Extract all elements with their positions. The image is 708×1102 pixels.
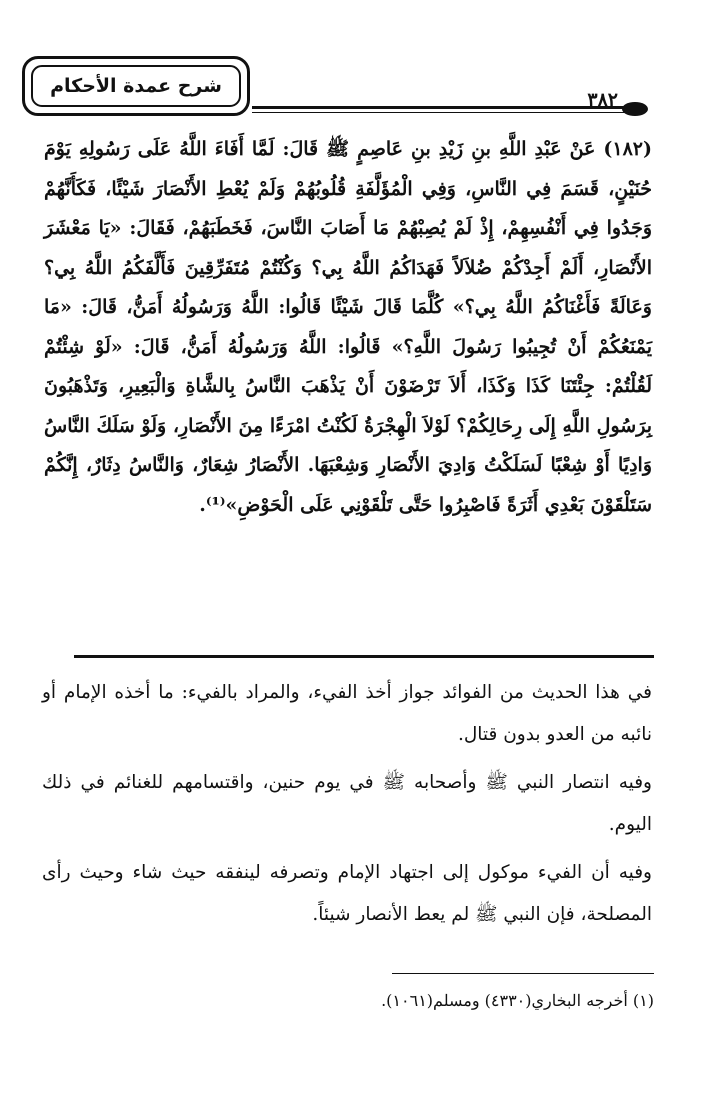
header-rule-thin	[252, 112, 627, 113]
book-title: شرح عمدة الأحكام	[50, 75, 222, 97]
running-header-inner-frame	[31, 65, 241, 107]
header-ornament-dot	[622, 102, 648, 116]
commentary-paragraph: في هذا الحديث من الفوائد جواز أخذ الفيء، والمراد بالفيء: ما أخذه الإمام أو نائبه من العدو بدون قتال.	[42, 682, 652, 745]
footnote: (١) أخرجه البخاري(٤٣٣٠) ومسلم(١٠٦١).	[381, 991, 654, 1010]
page-number: ٣٨٢	[587, 89, 618, 111]
running-header-box	[22, 56, 250, 116]
commentary-paragraph: وفيه أن الفيء موكول إلى اجتهاد الإمام وتصرفه لينفقه حيث شاء وحيث رأى المصلحة، فإن النبي ﷺ لم يعط الأنصار شيئاً.	[42, 862, 652, 925]
commentary-paragraph: وفيه انتصار النبي ﷺ وأصحابه ﷺ في يوم حنين، واقتسامهم للغنائم في ذلك اليوم.	[42, 772, 652, 835]
commentary	[42, 672, 652, 942]
section-separator	[74, 655, 654, 658]
hadith-text: (١٨٢) عَنْ عَبْدِ اللَّهِ بنِ زَيْدِ بنِ عَاصِمٍ ﷺ قَالَ: لَمَّا أَفَاءَ اللَّهُ عَلَى رَسُولِهِ يَوْمَ حُنَيْنٍ، قَسَمَ فِي النَّاسِ، وَفِي الْمُؤَلَّفَةِ قُلُوبُهُمْ وَلَمْ يُعْطِ الأَنْصَارَ شَيْئًا، فَكَأَنَّهُمْ وَجَدُوا فِي أَنْفُسِهِمْ، إِذْ لَمْ يُصِبْهُمْ مَا أَصَابَ النَّاسَ، فَخَطَبَهُمْ، فَقَالَ: «يَا مَعْشَرَ الأَنْصَارِ، أَلَمْ أَجِدْكُمْ ضُلاَلاً فَهَدَاكُمُ اللَّهُ بِي؟ وَكُنْتُمْ مُتَفَرِّقِينَ فَأَلَّفَكُمُ اللَّهُ بِي؟ وَعَالَةً فَأَغْنَاكُمُ اللَّهُ بِي؟» كُلَّمَا قَالَ شَيْئًا قَالُوا: اللَّهُ وَرَسُولُهُ أَمَنُّ، قَالَ: «مَا يَمْنَعُكُمْ أَنْ تُجِيبُوا رَسُولَ اللَّهِ؟» قَالُوا: اللَّهُ وَرَسُولُهُ أَمَنُّ، قَالَ: «لَوْ شِئْتُمْ لَقُلْتُمْ: جِئْتَنَا كَذَا وَكَذَا، أَلاَ تَرْضَوْنَ أَنْ يَذْهَبَ النَّاسُ بِالشَّاةِ وَالْبَعِيرِ، وَتَذْهَبُونَ بِرَسُولِ اللَّهِ إِلَى رِحَالِكُمْ؟ لَوْلاَ الْهِجْرَةُ لَكُنْتُ امْرَءًا مِنَ الأَنْصَارِ، وَلَوْ سَلَكَ النَّاسُ وَادِيًا أَوْ شِعْبًا لَسَلَكْتُ وَادِيَ الأَنْصَارِ وَشِعْبَهَا. الأَنْصَارُ شِعَارٌ، وَالنَّاسُ دِثَارٌ، إِنَّكُمْ سَتَلْقَوْنَ بَعْدِي أَثَرَةً فَاصْبِرُوا حَتَّى تَلْقَوْنِي عَلَى الْحَوْضِ»⁽¹⁾.	[44, 138, 652, 516]
footnote-separator	[392, 973, 654, 974]
